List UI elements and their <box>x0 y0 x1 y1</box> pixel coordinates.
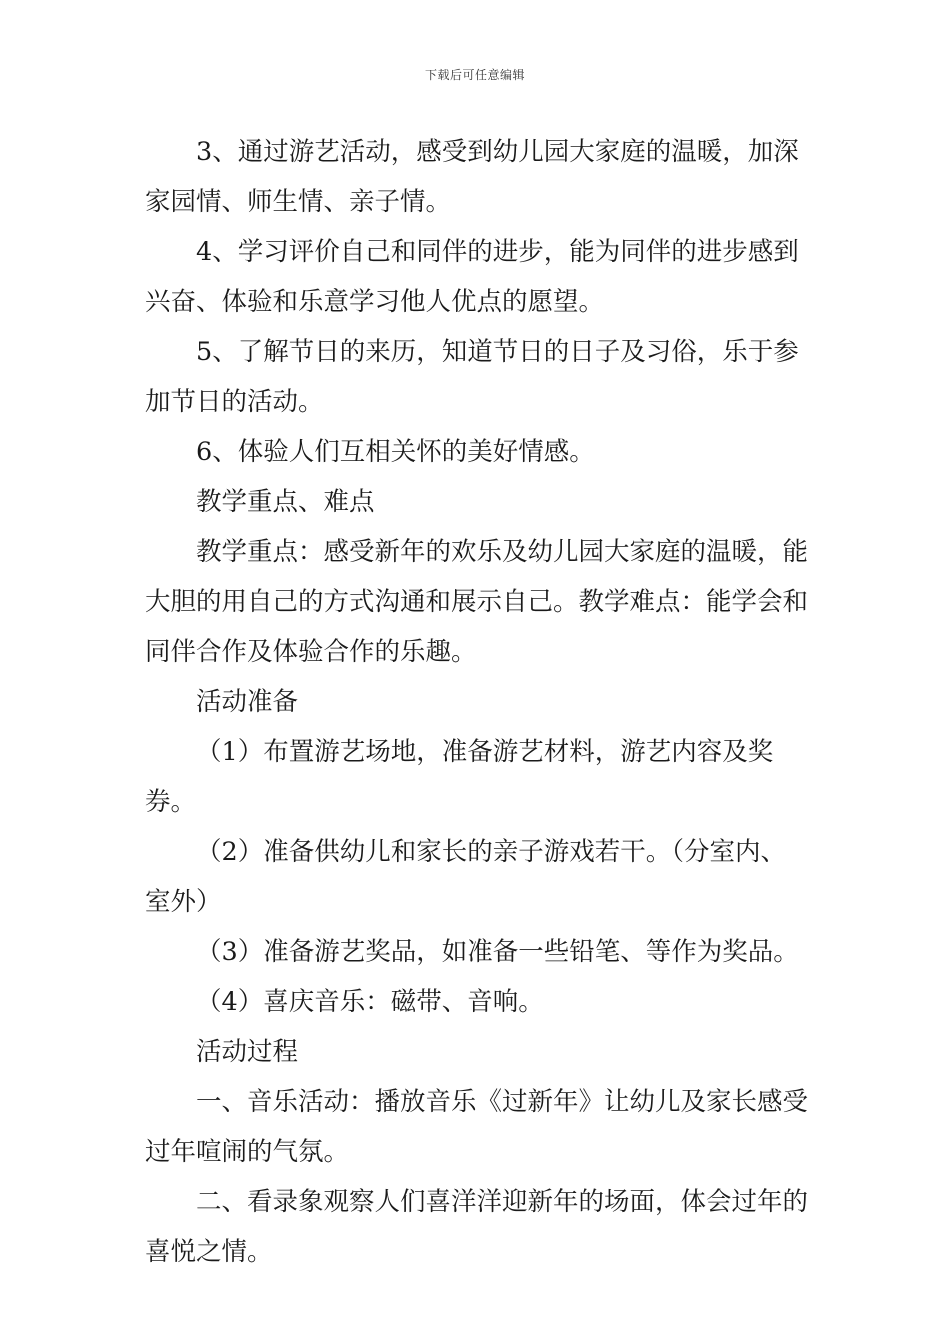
paragraph-objective-6: 6、体验人们互相关怀的美好情感。 <box>196 437 595 467</box>
paragraph-key-points: 教学重点：感受新年的欢乐及幼儿园大家庭的温暖，能大胆的用自己的方式沟通和展示自己。教学难点：能学会和同伴合作及体验合作的乐趣。 <box>145 537 809 667</box>
header-note: 下载后可任意编辑 <box>424 68 525 82</box>
paragraph-objective-4: 4、学习评价自己和同伴的进步，能为同伴的进步感到兴奋、体验和乐意学习他人优点的愿望。 <box>145 237 799 317</box>
document-body <box>145 127 810 1277</box>
paragraph-process-1: 一、音乐活动：播放音乐《过新年》让幼儿及家长感受过年喧闹的气氛。 <box>145 1087 809 1167</box>
paragraph-preparation-3: （3）准备游艺奖品，如准备一些铅笔、等作为奖品。 <box>196 937 799 967</box>
paragraph-process-2: 二、看录象观察人们喜洋洋迎新年的场面，体会过年的喜悦之情。 <box>145 1187 809 1267</box>
paragraph-preparation-2: （2）准备供幼儿和家长的亲子游戏若干。（分室内、室外） <box>145 837 786 917</box>
section-heading-preparation: 活动准备 <box>196 687 299 717</box>
section-heading-key-points: 教学重点、难点 <box>196 487 375 517</box>
paragraph-preparation-1: （1）布置游艺场地，准备游艺材料，游艺内容及奖券。 <box>145 737 774 817</box>
paragraph-objective-3: 3、通过游艺活动，感受到幼儿园大家庭的温暖，加深家园情、师生情、亲子情。 <box>145 137 799 217</box>
paragraph-preparation-4: （4）喜庆音乐：磁带、音响。 <box>196 987 544 1017</box>
section-heading-process: 活动过程 <box>196 1037 299 1067</box>
paragraph-objective-5: 5、了解节日的来历，知道节日的日子及习俗，乐于参加节日的活动。 <box>145 337 799 417</box>
